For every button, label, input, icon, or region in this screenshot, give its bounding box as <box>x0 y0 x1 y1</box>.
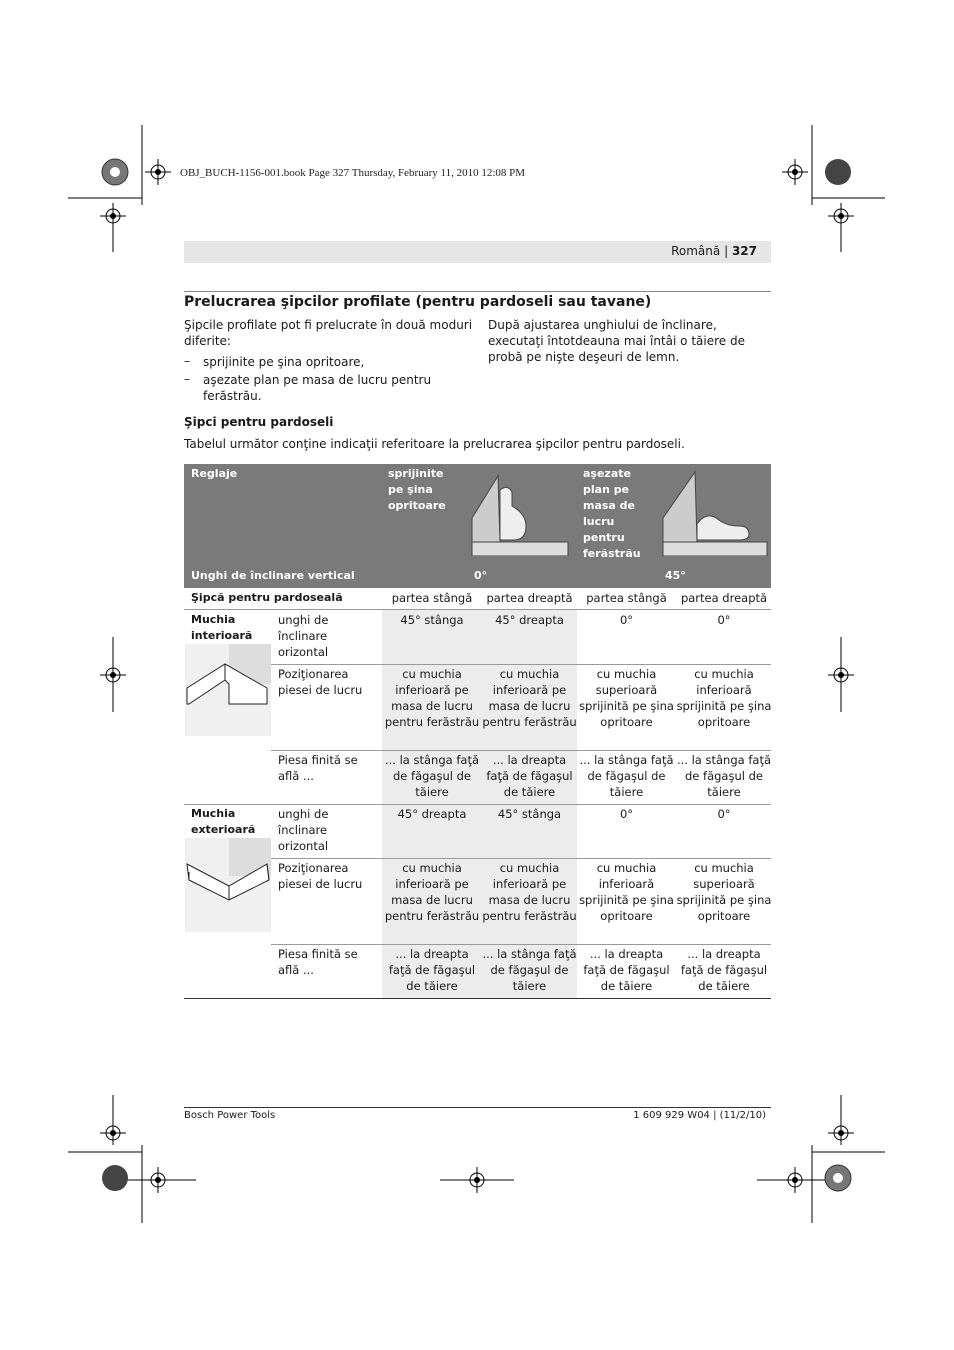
table-cell: 45° dreapta <box>397 807 467 821</box>
flat-placement-illustration <box>661 470 769 556</box>
header-vertical-angle: Unghi de înclinare vertical <box>191 569 355 582</box>
table-cell: cu muchia inferioară sprijinită pe şina opritoare <box>676 667 772 729</box>
intro-right-text: După ajustarea unghiului de înclinare, executaţi întotdeauna mai întâi o tăiere de probă pe nişte deşeuri de lemn. <box>488 318 745 364</box>
table-cell: ... la stânga faţă de făgaşul de tăiere <box>482 947 577 993</box>
subheader-col-1: partea stângă <box>391 591 473 605</box>
table-cell: ... la dreapta faţă de făgaşul de tăiere <box>486 753 573 799</box>
row-label: unghi de înclinare orizontal <box>278 613 329 659</box>
table-cell: ... la dreapta faţă de făgaşul de tăiere <box>583 947 670 993</box>
fence-placement-illustration <box>466 470 574 556</box>
header-angle-45: 45° <box>665 569 686 582</box>
table-cell: 45° stânga <box>400 613 464 627</box>
subheader-col-2: partea dreaptă <box>486 591 573 605</box>
header-language: Română <box>671 244 721 258</box>
table-cell: ... la stânga faţă de făgaşul de tăiere <box>384 753 479 799</box>
header-group-1: sprijinite pe şina opritoare <box>388 467 446 512</box>
interior-edge-illustration <box>185 644 271 736</box>
table-cell: cu muchia inferioară pe masa de lucru pentru ferăstrău <box>384 667 480 729</box>
header-reglaje: Reglaje <box>191 467 238 480</box>
footer-brand: Bosch Power Tools <box>184 1110 276 1121</box>
table-cell: 45° stânga <box>497 807 562 821</box>
group-title-exterior: Muchia exterioară <box>191 807 256 836</box>
table-cell: 0° <box>717 807 731 821</box>
table-cell: cu muchia inferioară sprijinită pe şina opritoare <box>579 861 674 923</box>
row-label: Piesa finită se află ... <box>278 753 358 783</box>
header-group-2: aşezate plan pe masa de lucru pentru ferăstrău <box>583 467 641 560</box>
table-cell: ... la dreapta faţă de făgaşul de tăiere <box>388 947 476 993</box>
header-separator: | <box>724 244 729 258</box>
row-divider <box>271 944 771 945</box>
row-divider <box>184 609 771 610</box>
table-cell: 0° <box>619 613 634 627</box>
row-divider <box>184 804 771 805</box>
page-header <box>184 241 771 263</box>
table-cell: cu muchia inferioară pe masa de lucru pentru ferăstrău <box>482 667 577 729</box>
row-divider <box>271 858 771 859</box>
table-bottom-rule <box>184 998 771 999</box>
table-cell: 45° dreapta <box>495 613 564 627</box>
intro-bullet-1: sprijinite pe şina opritoare, <box>203 355 365 369</box>
table-cell: 0° <box>717 613 731 627</box>
book-info-line: OBJ_BUCH-1156-001.book Page 327 Thursday, February 11, 2010 12:08 PM <box>180 167 526 179</box>
row-divider <box>271 664 771 665</box>
footer-code: 1 609 929 W04 | (11/2/10) <box>633 1110 766 1121</box>
exterior-edge-illustration <box>185 838 271 932</box>
row-label: Piesa finită se află ... <box>278 947 358 977</box>
table-cell: cu muchia inferioară pe masa de lucru pentru ferăstrău <box>384 861 480 923</box>
table-cell: cu muchia superioară sprijinită pe şina opritoare <box>579 667 674 729</box>
row-label: Poziţionarea piesei de lucru <box>278 667 363 697</box>
bullet-marker: – <box>184 354 190 368</box>
table-cell: 0° <box>619 807 634 821</box>
subsection-text: Tabelul următor conţine indicaţii referitoare la prelucrarea şipcilor pentru pardoseli. <box>184 437 685 451</box>
row-label: Poziţionarea piesei de lucru <box>278 861 363 891</box>
table-cell: ... la dreapta faţă de făgaşul de tăiere <box>680 947 768 993</box>
table-cell: ... la stânga faţă de făgaşul de tăiere <box>579 753 674 799</box>
table-header <box>184 464 771 588</box>
bullet-marker: – <box>184 372 190 386</box>
row-divider <box>271 750 771 751</box>
page-number: 327 <box>731 244 757 258</box>
header-angle-0: 0° <box>474 569 488 582</box>
footer-rule <box>184 1107 771 1108</box>
subsection-title: Şipci pentru pardoseli <box>184 415 334 429</box>
section-title: Prelucrarea şipcilor profilate (pentru pardoseli sau tavane) <box>184 294 652 310</box>
subheader-col-4: partea dreaptă <box>680 591 768 605</box>
intro-left-text: Şipcile profilate pot fi prelucrate în două moduri diferite: <box>184 318 473 348</box>
table-cell: cu muchia inferioară pe masa de lucru pentru ferăstrău <box>482 861 577 923</box>
table-cell: ... la stânga faţă de făgaşul de tăiere <box>676 753 771 799</box>
group-title-interior: Muchia interioară <box>191 613 253 642</box>
section-rule <box>184 291 771 292</box>
table-cell: cu muchia superioară sprijinită pe şina opritoare <box>676 861 772 923</box>
subheader-col-3: partea stângă <box>586 591 667 605</box>
intro-bullet-2: aşezate plan pe masa de lucru pentru ferăstrău. <box>203 373 432 403</box>
row-label: unghi de înclinare orizontal <box>278 807 329 853</box>
subheader-label: Şipcă pentru pardoseală <box>191 591 343 604</box>
